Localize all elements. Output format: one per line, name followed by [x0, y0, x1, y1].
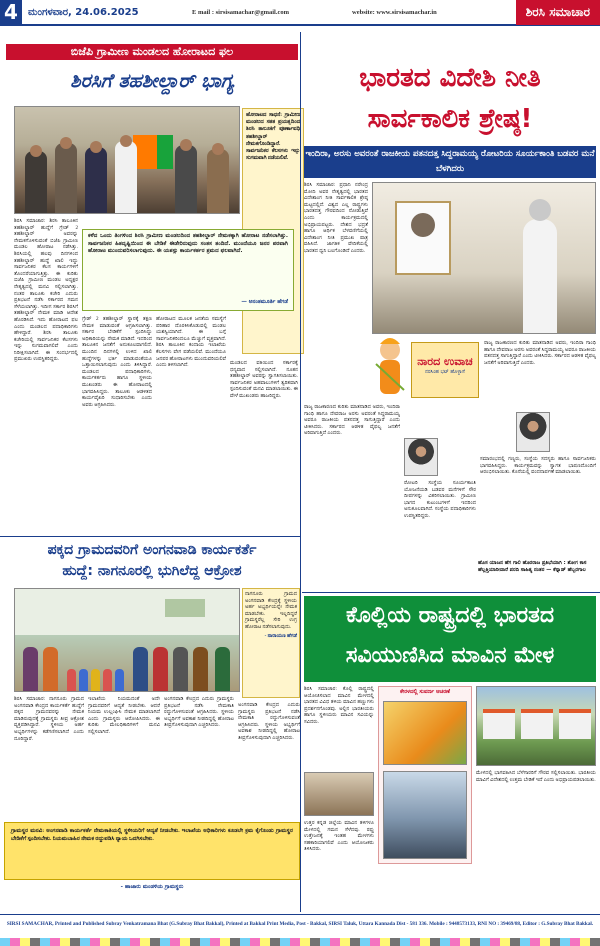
story3-column-3: ಅಂಗನವಾಡಿ ಕೇಂದ್ರದ ಎದುರು ಗ್ರಾಮಸ್ಥರು ಪ್ರತಿಭಟನೆ ನಡೆಸಿ ನೇಮಕಾತಿ ರದ್ದುಗೊಳಿಸುವಂತೆ ಆಗ್ರಹಿಸಿದರು. ಸ್ಥಳೀಯ ಅಭ್ಯರ್ಥಿಗೆ ಅವಕಾಶ ನೀಡದಿದ್ದಲ್ಲಿ ಹೋರಾಟ ತೀವ್ರಗೊಳಿಸುವುದಾಗಿ ಎಚ್ಚರಿಸಿದರು.	[164, 696, 234, 729]
child-figure	[91, 669, 100, 691]
person-figure	[23, 647, 38, 691]
story2-subhead: ಇಂದಿರಾ, ಅರಸು ಅವರಂತೆ ರಾಜಕೀಯ ಪತನದತ್ತ ಸಿದ್ದರಾಮಯ್ಯ ರೋಟರಿಯ ಸೂರ್ಯಕಾಂತಿ ಬಡವರ ಮನೆ ಬೆಳಗಿದರು	[304, 146, 596, 178]
note-text: ಗ್ರಾಮಸ್ಥರ ಮನವಿ: ಅಂಗನವಾಡಿ ಕಾರ್ಯಕರ್ತೆ ನೇಮಕಾತಿಯಲ್ಲಿ ಸ್ಥಳೀಯರಿಗೆ ಆದ್ಯತೆ ನೀಡಬೇಕು. ಇಲಾಖೆಯ ಅಧಿಕಾರಿಗಳು ಕೂಡಲೇ ಕ್ರಮ ಕೈಗೊಂಡು ಗ್ರಾಮಸ್ಥರ ಬೇಡಿಕೆಗೆ ಸ್ಪಂದಿಸಬೇಕು. ನಿಯಮಬಾಹಿರ ನೇಮಕ ರದ್ದುಪಡಿಸಿ ನ್ಯಾಯ ಒದಗಿಸಬೇಕು.	[11, 828, 293, 842]
narada-title: ನಾರದ ಉವಾಚ	[417, 355, 473, 368]
column-divider	[300, 32, 301, 912]
story3-column-1: ಶಿರಸಿ ಸಮಾಚಾರ: ನಾಗನೂರು ಗ್ರಾಮದ ಅಂಗನವಾಡಿ ಕೇಂದ್ರದ ಕಾರ್ಯಕರ್ತೆ ಹುದ್ದೆಗೆ ಪಕ್ಕದ ಗ್ರಾಮದವರನ್ನು ನೇಮಕ ಮಾಡಿರುವುದಕ್ಕೆ ಗ್ರಾಮಸ್ಥರು ತೀವ್ರ ಆಕ್ರೋಶ ವ್ಯಕ್ತಪಡಿಸಿದ್ದಾರೆ. ಸ್ಥಳೀಯ ಅರ್ಹ ಅಭ್ಯರ್ಥಿಗಳನ್ನು ಕಡೆಗಣಿಸಲಾಗಿದೆ ಎಂದು ದೂರಿದ್ದಾರೆ.	[14, 696, 84, 742]
person-head	[60, 137, 72, 149]
story1-column-2: ಗ್ರೇಡ್ 2 ತಹಶೀಲ್ದಾರ್ ಸ್ಥಾನಕ್ಕೆ ತಕ್ಷಣ ನೇಮಕ ಮಾಡುವಂತೆ ಆಗ್ರಹಿಸಲಾಗಿತ್ತು. ಸರ್ಕಾರ ಬೇಡಿಕೆಗೆ ಸ್ಪಂದಿಸಿದ್ದು ಅಧಿಕಾರಿಯನ್ನು ನೇಮಕ ಮಾಡಿದೆ. ಇದರಿಂದ ತಾಲೂಕಿನ ಜನತೆಗೆ ಅನುಕೂಲವಾಗಲಿದೆ. ಮುಂದಿನ ದಿನಗಳಲ್ಲಿ ಉಳಿದ ಖಾಲಿ ಹುದ್ದೆಗಳನ್ನು ಭರ್ತಿ ಮಾಡುವಂತೆಯೂ ಒತ್ತಾಯಿಸಲಾಗುವುದು ಎಂದು ತಿಳಿಸಿದ್ದಾರೆ. ಮಂಡಲದ ಪದಾಧಿಕಾರಿಗಳು, ಕಾರ್ಯಕರ್ತರು ಹಾಗೂ ಸ್ಥಳೀಯ ಮುಖಂಡರು ಈ ಹೋರಾಟದಲ್ಲಿ ಭಾಗವಹಿಸಿದ್ದರು. ತಾಲೂಕು ಆಡಳಿತದ ಕಾರ್ಯವೈಖರಿ ಸುಧಾರಿಸಬೇಕು ಎಂದು ಅವರು ಆಗ್ರಹಿಸಿದರು.	[82, 316, 152, 408]
section-divider	[302, 592, 600, 593]
child-figure	[103, 669, 112, 691]
person-figure	[55, 143, 77, 213]
stall-tent	[559, 709, 591, 739]
flag-icon	[133, 135, 173, 169]
headline-line-1: ಪಕ್ಕದ ಗ್ರಾಮದವರಿಗೆ ಅಂಗನವಾಡಿ ಕಾರ್ಯಕರ್ತೆ	[47, 542, 257, 558]
story3-byline: - ಹಾಜಾರು ಮಂಡಳಿಯ ಗ್ರಾಮಸ್ಥರು	[120, 884, 184, 890]
mango-display-photo	[383, 701, 467, 765]
story2-column-4: ಸಮಾರಂಭದಲ್ಲಿ ಗಣ್ಯರು, ಸಂಸ್ಥೆಯ ಸದಸ್ಯರು ಹಾಗೂ ಸಾರ್ವಜನಿಕರು ಭಾಗವಹಿಸಿದ್ದರು. ಕಾರ್ಯಕ್ರಮವನ್ನು ಸ್ವಾಗತ ಭಾಷಣದೊಂದಿಗೆ ಆರಂಭಿಸಲಾಯಿತು. ಕೊನೆಯಲ್ಲಿ ವಂದನಾರ್ಪಣೆ ಮಾಡಲಾಯಿತು.	[480, 456, 596, 476]
person-figure	[215, 647, 230, 691]
person-head	[212, 143, 224, 155]
speaker-photo	[516, 412, 550, 452]
child-figure	[67, 669, 76, 691]
narada-column-box	[411, 342, 479, 398]
person-figure	[115, 141, 137, 213]
person-figure	[25, 151, 47, 213]
quote-source: — ಅನಂತಮೂರ್ತಿ ಹೆಗಡೆ	[241, 299, 288, 305]
story4-headline	[304, 596, 596, 682]
story3-column-4: ಅಂಗನವಾಡಿ ಕೇಂದ್ರದ ಎದುರು ಗ್ರಾಮಸ್ಥರು ಪ್ರತಿಭಟನೆ ನಡೆಸಿ ನೇಮಕಾತಿ ರದ್ದುಗೊಳಿಸುವಂತೆ ಆಗ್ರಹಿಸಿದರು. ಸ್ಥಳೀಯ ಅಭ್ಯರ್ಥಿಗೆ ಅವಕಾಶ ನೀಡದಿದ್ದಲ್ಲಿ ಹೋರಾಟ ತೀವ್ರಗೊಳಿಸುವುದಾಗಿ ಎಚ್ಚರಿಸಿದರು.	[238, 702, 300, 741]
story2-column-1: ಶಿರಸಿ ಸಮಾಚಾರ: ಪ್ರಧಾನಿ ನರೇಂದ್ರ ಮೋದಿ ಅವರ ನೇತೃತ್ವದಲ್ಲಿ ಭಾರತದ ವಿದೇಶಾಂಗ ನೀತಿ ಸಾರ್ವಕಾಲಿಕ ಶ್ರೇಷ್ಠ ಮಟ್ಟದಲ್ಲಿದೆ. ವಿಶ್ವದ ಎಲ್ಲ ರಾಷ್ಟ್ರಗಳು ಭಾರತದತ್ತ ಗೌರವದಿಂದ ನೋಡುತ್ತಿವೆ ಎಂದು ಕಾರ್ಯಕ್ರಮದಲ್ಲಿ ಅಭಿಪ್ರಾಯಪಟ್ಟರು. ದೇಶದ ಭದ್ರತೆ ಹಾಗೂ ಆರ್ಥಿಕ ಬೆಳವಣಿಗೆಯಲ್ಲಿ ವಿದೇಶಾಂಗ ನೀತಿ ಪ್ರಮುಖ ಪಾತ್ರ ವಹಿಸಿದೆ. ಜಾಗತಿಕ ವೇದಿಕೆಯಲ್ಲಿ ಭಾರತದ ಧ್ವನಿ ಬಲಗೊಂಡಿದೆ ಎಂದರು.	[304, 182, 368, 254]
imprint-line: SIRSI SAMACHAR, Printed and Published Subray Venkatramana Bhat (G.Subray Bhat Bakkal), Printed at Bakkal Print Media, Post - Bakkal, SIRSI Taluk, Uttara Kannada Dist - 581 336. Mobile : 9448573133, RNI NO : 39469/88, Editor : G.Subray Bhat Bakkal.	[6, 921, 594, 927]
story4-photo-box	[378, 686, 472, 864]
paper-name: ಶಿರಸಿ ಸಮಾಚಾರ	[516, 0, 600, 25]
mango-fair-photo	[476, 686, 596, 766]
story3-column-2: ಇಲಾಖೆಯ ನಿಯಮದಂತೆ ಅದೇ ಗ್ರಾಮದವರಿಗೆ ಆದ್ಯತೆ ನೀಡಬೇಕು. ಆದರೆ ನಿಯಮ ಉಲ್ಲಂಘಿಸಿ ನೇಮಕ ಮಾಡಲಾಗಿದೆ ಎಂದು ಗ್ರಾಮಸ್ಥರು ಆರೋಪಿಸಿದರು. ಈ ಕುರಿತು ಮೇಲಧಿಕಾರಿಗಳಿಗೆ ಮನವಿ ಸಲ್ಲಿಸಲಾಗಿದೆ.	[88, 696, 160, 735]
issue-date: ಮಂಗಳವಾರ, 24.06.2025	[28, 6, 139, 18]
side-quote-source: - ನಾರಾಯಣ ಹೆಗಡೆ	[264, 632, 297, 639]
person-figure	[153, 647, 168, 691]
story2-column-2: ರಾಜ್ಯ ರಾಜಕಾರಣದ ಕುರಿತು ಮಾತನಾಡಿದ ಅವರು, ಇಂದಿರಾ ಗಾಂಧಿ ಹಾಗೂ ದೇವರಾಜ ಅರಸು ಅವರಂತೆ ಸಿದ್ದರಾಮಯ್ಯ ಅವರೂ ರಾಜಕೀಯ ಪತನದತ್ತ ಸಾಗುತ್ತಿದ್ದಾರೆ ಎಂದು ಟೀಕಿಸಿದರು. ಸರ್ಕಾರದ ಆಡಳಿತ ವೈಫಲ್ಯ ಜನತೆಗೆ ಅರಿವಾಗುತ್ತಿದೆ ಎಂದರು.	[304, 404, 400, 437]
quote-text: ಕಳೆದ ಒಂದು ತಿಂಗಳಿಂದ ಶಿರಸಿ ಗ್ರಾಮೀಣ ಮಂಡಲದಿಂದ ತಹಶೀಲ್ದಾರ್ ನೇಮಕಕ್ಕಾಗಿ ಹೋರಾಟ ನಡೆಸಲಾಗಿತ್ತು. ಸಾರ್ವಜನಿಕರ ಹಿತದೃಷ್ಟಿಯಿಂದ ಈ ಬೇಡಿಕೆ ಈಡೇರಿರುವುದು ಸಂತಸ ತಂದಿದೆ. ಮುಂದೆಯೂ ಜನರ ಪರವಾಗಿ ಹೋರಾಟ ಮುಂದುವರಿಸಲಾಗುವುದು. ಈ ಯಶಸ್ಸು ಕಾರ್ಯಕರ್ತರ ಶ್ರಮದ ಫಲವಾಗಿದೆ.	[88, 233, 288, 255]
story1-headline: ಶಿರಸಿಗೆ ತಹಶೀಲ್ದಾರ್ ಭಾಗ್ಯ	[70, 70, 234, 92]
person-figure	[175, 145, 197, 213]
headline-line-1: ಕೊಲ್ಲಿಯ ರಾಷ್ಟ್ರದಲ್ಲಿ ಭಾರತದ	[345, 603, 555, 628]
story4-column-2: ಉತ್ತರ ಕನ್ನಡ ಜಿಲ್ಲೆಯ ಮಾವಿನ ತಳಿಗಳೂ ಮೇಳದಲ್ಲಿ ಗಮನ ಸೆಳೆದವು. ರಫ್ತು ಉತ್ತೇಜನಕ್ಕೆ ಇಂತಹ ಮೇಳಗಳು ಸಹಕಾರಿಯಾಗಲಿವೆ ಎಂದು ಆಯೋಜಕರು ತಿಳಿಸಿದರು.	[304, 820, 374, 853]
story2-headline	[304, 58, 596, 148]
person-figure	[523, 219, 557, 334]
section-divider	[0, 536, 300, 537]
person-head	[529, 199, 551, 221]
story2-column-3: ರೋಟರಿ ಸಂಸ್ಥೆಯ ಸೂರ್ಯಕಾಂತಿ ಯೋಜನೆಯಡಿ ಬಡವರ ಮನೆಗಳಿಗೆ ಸೌರ ದೀಪಗಳನ್ನು ವಿತರಿಸಲಾಯಿತು. ಗ್ರಾಮೀಣ ಭಾಗದ ಕುಟುಂಬಗಳಿಗೆ ಇದರಿಂದ ಅನುಕೂಲವಾಗಿದೆ. ಸಂಸ್ಥೆಯ ಪದಾಧಿಕಾರಿಗಳು ಉಪಸ್ಥಿತರಿದ್ದರು.	[404, 480, 476, 519]
award-photo	[383, 771, 467, 859]
story1-column-4: ಮಂಡಲದ ವತಿಯಿಂದ ಸರ್ಕಾರಕ್ಕೆ ಧನ್ಯವಾದ ಸಲ್ಲಿಸಲಾಗಿದೆ. ನೂತನ ತಹಶೀಲ್ದಾರ್ ಅವರನ್ನು ಸ್ವಾಗತಿಸಲಾಯಿತು. ಸಾರ್ವಜನಿಕರ ಅಹವಾಲುಗಳಿಗೆ ತ್ವರಿತವಾಗಿ ಸ್ಪಂದಿಸುವಂತೆ ಮನವಿ ಮಾಡಲಾಯಿತು. ಈ ವೇಳೆ ಮುಖಂಡರು ಹಾಜರಿದ್ದರು.	[230, 360, 298, 399]
story1-kicker: ಬಿಜೆಪಿ ಗ್ರಾಮೀಣ ಮಂಡಲದ ಹೋರಾಟದ ಫಲ	[6, 44, 298, 60]
child-figure	[79, 669, 88, 691]
stall-tent	[521, 709, 553, 739]
notice-board	[165, 599, 205, 617]
side-note-text: ಹೋರಾಟದ ಸಾಧನೆ: ಗ್ರಾಮೀಣ ಮಂಡಲದ ಸತತ ಪ್ರಯತ್ನದಿಂದ ಶಿರಸಿ ತಾಲೂಕಿಗೆ ಪೂರ್ಣಾವಧಿ ತಹಶೀಲ್ದಾರ್ ನೇಮಕಗೊಂಡಿದ್ದಾರೆ. ಸಾರ್ವಜನಿಕರ ಕೆಲಸಗಳು ಇನ್ನು ಸುಗಮವಾಗಿ ನಡೆಯಲಿವೆ.	[246, 112, 300, 162]
header-email[interactable]: E mail : sirsisamachar@gmail.com	[192, 8, 290, 16]
header-website[interactable]: website: www.sirsisamachar.in	[352, 8, 437, 16]
person-figure	[43, 647, 58, 691]
child-figure	[115, 669, 124, 691]
person-head	[120, 135, 132, 147]
person-head	[180, 139, 192, 151]
person-figure	[173, 647, 188, 691]
siddaramaiah-photo	[404, 438, 438, 476]
narada-cartoon-icon	[370, 336, 410, 398]
story3-photo	[14, 588, 240, 692]
headline-line-2: ಸವಿಯುಣಿಸಿದ ಮಾವಿನ ಮೇಳ	[345, 643, 555, 668]
narada-author: ನರಸಿಂಹ ಭಟ್ ಹೊಳ್ಳಾಸೆ	[425, 369, 465, 375]
story3-note-box	[4, 822, 300, 880]
story2-column-2-top: ರಾಜ್ಯ ರಾಜಕಾರಣದ ಕುರಿತು ಮಾತನಾಡಿದ ಅವರು, ಇಂದಿರಾ ಗಾಂಧಿ ಹಾಗೂ ದೇವರಾಜ ಅರಸು ಅವರಂತೆ ಸಿದ್ದರಾಮಯ್ಯ ಅವರೂ ರಾಜಕೀಯ ಪತನದತ್ತ ಸಾಗುತ್ತಿದ್ದಾರೆ ಎಂದು ಟೀಕಿಸಿದರು. ಸರ್ಕಾರದ ಆಡಳಿತ ವೈಫಲ್ಯ ಜನತೆಗೆ ಅರಿವಾಗುತ್ತಿದೆ ಎಂದರು.	[484, 340, 596, 366]
person-head	[90, 141, 102, 153]
story1-photo	[14, 106, 240, 214]
photo-box-caption: ಕೇರಳದಲ್ಲಿ ಸುವರ್ಣ ಆಚರಣೆ	[400, 689, 450, 695]
stall-tent	[483, 709, 515, 739]
color-registration-bar	[0, 938, 600, 946]
story4-column-3: ಮೇಳದಲ್ಲಿ ಭಾಗವಹಿಸಿದ ಬೆಳೆಗಾರರಿಗೆ ಗೌರವ ಸಲ್ಲಿಸಲಾಯಿತು. ಭಾರತೀಯ ಮಾವಿಗೆ ವಿದೇಶದಲ್ಲಿ ಉತ್ತಮ ಬೇಡಿಕೆ ಇದೆ ಎಂದು ಅಭಿಪ್ರಾಯಪಡಲಾಯಿತು.	[476, 770, 596, 783]
page-number: 4	[0, 0, 22, 25]
headline-line-2: ಹುದ್ದೆ: ನಾಗನೂರಲ್ಲಿ ಭುಗಿಲೆದ್ದ ಆಕ್ರೋಶ	[62, 563, 242, 579]
person-figure	[85, 147, 107, 213]
headline-line-2: ಸಾರ್ವಕಾಲಿಕ ಶ್ರೇಷ್ಠ!	[367, 104, 533, 134]
person-figure	[207, 149, 229, 213]
story1-column-3: ಹೋರಾಟದ ಮೂಲಕ ಜನತೆಯ ಸಮಸ್ಯೆಗೆ ಪರಿಹಾರ ದೊರಕಿಸಿಕೊಡುವಲ್ಲಿ ಮಂಡಲ ಯಶಸ್ವಿಯಾಗಿದೆ. ಈ ಬಗ್ಗೆ ಸಾರ್ವಜನಿಕರಿಂದಲೂ ಮೆಚ್ಚುಗೆ ವ್ಯಕ್ತವಾಗಿದೆ. ಶಿರಸಿ ತಾಲೂಕಿನ ಕಂದಾಯ ಇಲಾಖೆಯ ಕೆಲಸಗಳು ವೇಗ ಪಡೆಯಲಿವೆ. ಮುಂದೆಯೂ ಜನಪರ ಹೋರಾಟಗಳು ಮುಂದುವರಿಯಲಿವೆ ಎಂದು ತಿಳಿಸಲಾಗಿದೆ.	[156, 316, 226, 369]
story4-small-photo	[304, 772, 374, 816]
person-figure	[193, 647, 208, 691]
story3-side-quote	[242, 588, 300, 698]
person-head	[30, 145, 42, 157]
masthead	[0, 0, 600, 26]
building-wall	[15, 589, 240, 635]
person-figure	[133, 647, 148, 691]
story1-quote	[82, 229, 294, 311]
side-quote-text: ನಾಗನೂರು ಗ್ರಾಮದ ಅಂಗನವಾಡಿ ಕೇಂದ್ರಕ್ಕೆ ಸ್ಥಳೀಯ ಅರ್ಹ ಅಭ್ಯರ್ಥಿಯನ್ನೇ ನೇಮಕ ಮಾಡಬೇಕು. ಇಲ್ಲದಿದ್ದರೆ ಗ್ರಾಮಸ್ಥರೆಲ್ಲ ಸೇರಿ ಉಗ್ರ ಹೋರಾಟ ನಡೆಸಲಾಗುವುದು.	[245, 591, 297, 630]
story4-column-1: ಶಿರಸಿ ಸಮಾಚಾರ: ಕೊಲ್ಲಿ ರಾಷ್ಟ್ರದಲ್ಲಿ ಆಯೋಜಿಸಲಾದ ಮಾವಿನ ಮೇಳದಲ್ಲಿ ಭಾರತದ ವಿವಿಧ ತಳಿಯ ಮಾವಿನ ಹಣ್ಣುಗಳು ಪ್ರದರ್ಶನಗೊಂಡವು. ಅಲ್ಲಿನ ಭಾರತೀಯರು ಹಾಗೂ ಸ್ಥಳೀಯರು ಮಾವಿನ ಸವಿಯನ್ನು ಸವಿದರು.	[304, 686, 374, 725]
headline-line-1: ಭಾರತದ ವಿದೇಶಿ ನೀತಿ	[359, 63, 541, 93]
story2-info-line: ಹೊಸ ಯಾಜನ ಹೆಗ ಗಾಲಿ ಹೊರರಾಜ ಪ್ರತಿಭೆಯಾಗಿ : ಶೋಗ ಕಾಸ ಹೆಲ್ಲತ್ತಿಯಾರೀವಾರೆ ಪರದಿ ಸಾಹಿತ್ಯ ನಂತರ — ಕೆನ್ನಾಡ್ ಹೆಬ್ಬರಗಾಲ	[478, 560, 587, 573]
portrait-head	[411, 213, 435, 237]
story2-photo	[372, 182, 596, 334]
story1-column-1: ಶಿರಸಿ ಸಮಾಚಾರ: ಶಿರಸಿ ತಾಲೂಕಿನ ತಹಶೀಲ್ದಾರ್ ಹುದ್ದೆಗೆ ಗ್ರೇಡ್ 2 ತಹಶೀಲ್ದಾರ್ ಅವರನ್ನು ನೇಮಕಗೊಳಿಸುವಂತೆ ಬಿಜೆಪಿ ಗ್ರಾಮೀಣ ಮಂಡಲ ಹೋರಾಟ ನಡೆಸಿತ್ತು. ಶಿರಸಿಯಲ್ಲಿ ಹಲವು ದಿನಗಳಿಂದ ತಹಶೀಲ್ದಾರ್ ಹುದ್ದೆ ಖಾಲಿ ಇದ್ದು ಸಾರ್ವಜನಿಕರ ಕೆಲಸ ಕಾರ್ಯಗಳಿಗೆ ತೊಂದರೆಯಾಗುತ್ತಿತ್ತು. ಈ ಕುರಿತು ಬಿಜೆಪಿ ಗ್ರಾಮೀಣ ಮಂಡಲ ಅಧ್ಯಕ್ಷರ ನೇತೃತ್ವದಲ್ಲಿ ಮನವಿ ಸಲ್ಲಿಸಲಾಗಿತ್ತು. ನಂತರ ತಾಲೂಕು ಕಚೇರಿ ಎದುರು ಪ್ರತಿಭಟನೆ ನಡೆಸಿ ಸರ್ಕಾರದ ಗಮನ ಸೆಳೆಯಲಾಗಿತ್ತು. ಇದೀಗ ಸರ್ಕಾರ ಶಿರಸಿಗೆ ತಹಶೀಲ್ದಾರ್ ನೇಮಕ ಮಾಡಿ ಆದೇಶ ಹೊರಡಿಸಿದೆ. ಇದು ಹೋರಾಟದ ಫಲ ಎಂದು ಮಂಡಲದ ಪದಾಧಿಕಾರಿಗಳು ಹೇಳಿದ್ದಾರೆ. ಶಿರಸಿ ತಾಲೂಕು ಕಚೇರಿಯಲ್ಲಿ ಸಾರ್ವಜನಿಕರ ಕೆಲಸಗಳು ಇನ್ನು ಸುಗಮವಾಗಲಿವೆ ಎಂದು ನಿರೀಕ್ಷಿಸಲಾಗಿದೆ. ಈ ಸಂದರ್ಭದಲ್ಲಿ ಪ್ರಮುಖರು ಉಪಸ್ಥಿತರಿದ್ದರು.	[14, 218, 78, 363]
story3-headline	[6, 540, 298, 584]
